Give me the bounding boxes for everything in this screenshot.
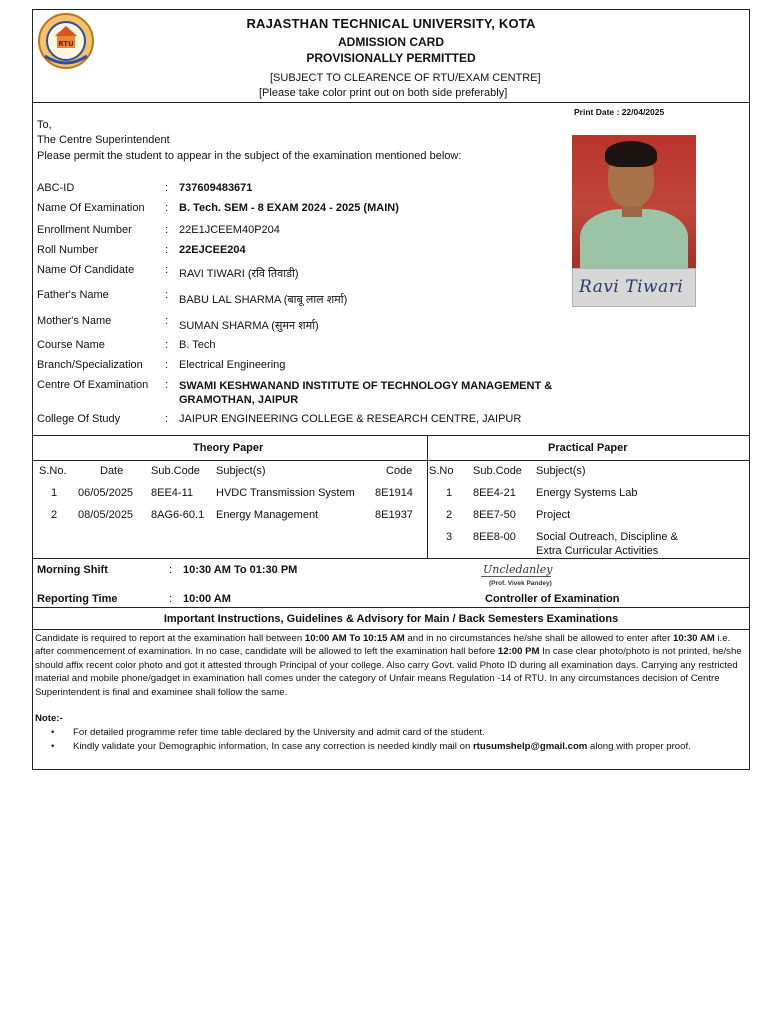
field-label: Name Of Candidate — [37, 264, 135, 276]
field-course — [37, 339, 577, 355]
field-label: Name Of Examination — [37, 202, 145, 214]
support-email[interactable]: rtusumshelp@gmail.com — [472, 741, 588, 752]
morning-shift-value: 10:30 AM To 01:30 PM — [183, 564, 298, 576]
address-request: Please permit the student to appear in the subject of the examination mentioned below: — [37, 150, 462, 162]
candidate-photo — [572, 135, 696, 268]
field-candidate-name — [37, 264, 577, 280]
field-exam-centre — [37, 379, 577, 409]
field-label: Roll Number — [37, 244, 99, 256]
field-label: Mother's Name — [37, 315, 112, 327]
note-label: Note:- — [35, 713, 63, 724]
theory-cell: 06/05/2025 — [78, 487, 134, 499]
field-abc-id — [37, 182, 577, 198]
theory-cell: 08/05/2025 — [78, 509, 134, 521]
shift-colon: : — [169, 593, 173, 605]
field-value: JAIPUR ENGINEERING COLLEGE & RESEARCH CENTRE, JAIPUR — [179, 413, 522, 425]
practical-cell: Social Outreach, Discipline & — [536, 531, 678, 543]
field-colon: : — [165, 202, 169, 214]
field-branch — [37, 359, 577, 375]
admission-card: RTU RAJASTHAN TECHNICAL UNIVERSITY, KOTA ADMISSION CARD PROVISIONALLY PERMITTED [SUBJECT TO CLEARENCE OF RTU/EXAM CENTRE] [Please take color print out on both side preferably] Print Date : 22/04/2025 To, The Centre Superintendent Please permit the student to appear in the subject of the examination mentioned below: ABC-ID : 737609483671 Name Of Examination : B. Tech. SEM - 8 EXAM 2024 - 2025 (MAIN) Enrollment Number : 22E1JCEEM40P204 Roll Number : 22EJCEE204 Name Of Candidate : RAVI TIWARI (रवि तिवाडी) Father's Name : BABU LAL SHARMA (बाबू लाल शर्मा) Mother's Name : SUMAN SHARMA (सुमन शर्मा) Course Name : B. Tech Branch/Specialization : Electrical Engineering Centre Of Examination : SWAMI KESHWANAND INSTITUTE OF TECHNOLOGY MANAGEMENT & GRAMOTHAN, JAIPUR College Of Study : JAIPUR ENGINEERING COLLEGE & RESEARCH CENTRE, JAIPUR Ravi Tiwari Theory Paper Practical Paper S.No. Date Sub.Code Subject(s) Code 1 06/05/2025 8EE4-11 HVDC Transmission System 8E1914 2 08/05/2025 8AG6-60.1 Energy Management 8E1937 S.No Sub.Code Subject(s) 1 8EE4-21 Energy Systems Lab 2 8EE7-50 Project 3 8EE8-00 Social Outreach, Discipline & Extra Curricular Activities Morning Shift : 10:30 AM To 01:30 PM Reporting Time : 10:00 AM Uncledanley (Prof. Vivek Pandey) Controller of Examination Important Instructions, Guidelines & Advisory for Main / Back Semesters Examinations Candidate is required to report at the examination hall between 10:00 AM To 10:15 AM and in no circumstances he/she shall be allowed to enter after 10:30 AM i.e. after commencement of examination. In no case, candidate will be allowed to left the examination hall before 12:00 PM In case clear photo/photo is not printed, he/she should affix recent color photo and got it attested through Principal of your college. Also carry Govt. valid Photo ID during all examination days. Carrying any restricted material and mobile phone/gadget in examination hall comes under the category of Unfair means Regulation -14 of RTU. In any circumstances decision of Centre Superintendent is final and examinee shall follow the same. Note:- • For detailed programme refer time table declared by the University and admit card of the student. • Kindly validate your Demographic information, In case any correction is needed kindly mail on rtusumshelp@gmail.com along with proper proof. — [32, 9, 750, 770]
theory-cell: 8E1937 — [375, 509, 413, 521]
address-to: To, — [37, 119, 52, 131]
bullet-icon: • — [51, 741, 55, 752]
theory-cell: 1 — [51, 487, 58, 499]
field-colon: : — [165, 264, 169, 276]
practical-cell: Energy Systems Lab — [536, 487, 638, 499]
field-colon: : — [165, 315, 169, 327]
morning-shift-label: Morning Shift — [37, 564, 108, 576]
practical-title: Practical Paper — [548, 442, 628, 454]
practical-cell: 8EE8-00 — [473, 531, 516, 543]
card-header — [33, 10, 749, 103]
field-colon: : — [165, 359, 169, 371]
field-value: SUMAN SHARMA (सुमन शर्मा) — [179, 320, 319, 332]
theory-header-sno: S.No. — [39, 465, 67, 477]
card-title: ADMISSION CARD — [337, 35, 444, 49]
field-label: College Of Study — [37, 413, 121, 425]
practical-cell: 8EE7-50 — [473, 509, 516, 521]
field-value: B. Tech — [179, 339, 216, 351]
logo-text: RTU — [58, 40, 74, 48]
field-label: ABC-ID — [37, 182, 75, 194]
field-college — [37, 413, 577, 429]
field-colon: : — [165, 379, 169, 391]
papers-table — [33, 435, 749, 559]
field-colon: : — [165, 182, 169, 194]
field-value: 22EJCEE204 — [179, 244, 246, 256]
controller-signature: Uncledanley — [483, 563, 553, 576]
practical-cell: 8EE4-21 — [473, 487, 516, 499]
field-colon: : — [165, 339, 169, 351]
candidate-signature — [572, 268, 696, 307]
theory-header-date: Date — [100, 465, 124, 477]
practical-cell: Extra Curricular Activities — [536, 545, 659, 557]
theory-title: Theory Paper — [193, 442, 264, 454]
instructions-paragraph: Candidate is required to report at the examination hall between 10:00 AM To 10:15 AM and in no circumstances he/she shall be allowed to enter after 10:30 AM i.e. after commencement of examination. In no case, candidate will be allowed to left the examination hall before 12:00 PM In case clear photo/photo is not printed, he/she should affix recent color photo and got it attested through Principal of your college. Also carry Govt. valid Photo ID during all examination days. Carrying any restricted material and mobile phone/gadget in examination hall comes under the category of Unfair means Regulation -14 of RTU. In any circumstances decision of Centre Superintendent is final and examinee shall follow the same. — [35, 633, 742, 698]
practical-header-sno: S.No — [429, 465, 454, 477]
field-label: Father's Name — [37, 289, 109, 301]
theory-cell: Energy Management — [216, 509, 319, 521]
theory-cell: 8AG6-60.1 — [151, 509, 205, 521]
permission-status: PROVISIONALLY PERMITTED — [306, 51, 476, 65]
shift-section — [33, 560, 749, 608]
field-label: Centre Of Examination — [37, 379, 149, 391]
reporting-time-label: Reporting Time — [37, 593, 118, 605]
print-date: Print Date : 22/04/2025 — [574, 107, 665, 117]
field-value: RAVI TIWARI (रवि तिवाडी) — [179, 268, 299, 280]
field-label: Branch/Specialization — [37, 359, 143, 371]
print-instruction: [Please take color print out on both side preferably] — [259, 87, 508, 99]
theory-cell: 8EE4-11 — [151, 487, 193, 499]
practical-header-subject: Subject(s) — [536, 465, 586, 477]
field-colon: : — [165, 224, 169, 236]
field-colon: : — [165, 413, 169, 425]
practical-cell: 2 — [446, 509, 453, 521]
bullet-icon: • — [51, 727, 55, 738]
controller-title: Controller of Examination — [485, 593, 620, 605]
field-enrollment — [37, 224, 577, 240]
instructions-title: Important Instructions, Guidelines & Advisory for Main / Back Semesters Examinations — [33, 609, 749, 630]
field-colon: : — [165, 244, 169, 256]
controller-name: (Prof. Vivek Pandey) — [489, 580, 552, 587]
field-exam-name — [37, 202, 577, 218]
theory-header-code: Code — [386, 465, 413, 477]
theory-cell: HVDC Transmission System — [216, 487, 355, 499]
theory-cell: 8E1914 — [375, 487, 413, 499]
field-label: Course Name — [37, 339, 105, 351]
field-value: 22E1JCEEM40P204 — [179, 224, 280, 236]
theory-cell: 2 — [51, 509, 58, 521]
practical-cell: Project — [536, 509, 571, 521]
reporting-time-value: 10:00 AM — [183, 593, 231, 605]
field-value: 737609483671 — [179, 182, 253, 194]
field-value: Electrical Engineering — [179, 359, 286, 371]
field-value: BABU LAL SHARMA (बाबू लाल शर्मा) — [179, 294, 348, 306]
shift-colon: : — [169, 564, 173, 576]
practical-cell: 3 — [446, 531, 453, 543]
field-value: SWAMI KESHWANAND INSTITUTE OF TECHNOLOGY MANAGEMENT & GRAMOTHAN, JAIPUR — [179, 380, 553, 406]
practical-cell: 1 — [446, 487, 453, 499]
signature-text: Ravi Tiwari — [579, 277, 684, 297]
address-recipient: The Centre Superintendent — [37, 134, 170, 146]
field-value: B. Tech. SEM - 8 EXAM 2024 - 2025 (MAIN) — [179, 202, 399, 214]
field-father-name — [37, 289, 577, 305]
theory-header-subject: Subject(s) — [216, 465, 266, 477]
field-label: Enrollment Number — [37, 224, 132, 236]
practical-header-subcode: Sub.Code — [473, 465, 522, 477]
university-name: RAJASTHAN TECHNICAL UNIVERSITY, KOTA — [246, 16, 536, 31]
clearance-note: [SUBJECT TO CLEARENCE OF RTU/EXAM CENTRE] — [270, 72, 541, 84]
field-colon: : — [165, 289, 169, 301]
field-mother-name — [37, 315, 577, 331]
theory-header-subcode: Sub.Code — [151, 465, 200, 477]
field-roll-number — [37, 244, 577, 260]
